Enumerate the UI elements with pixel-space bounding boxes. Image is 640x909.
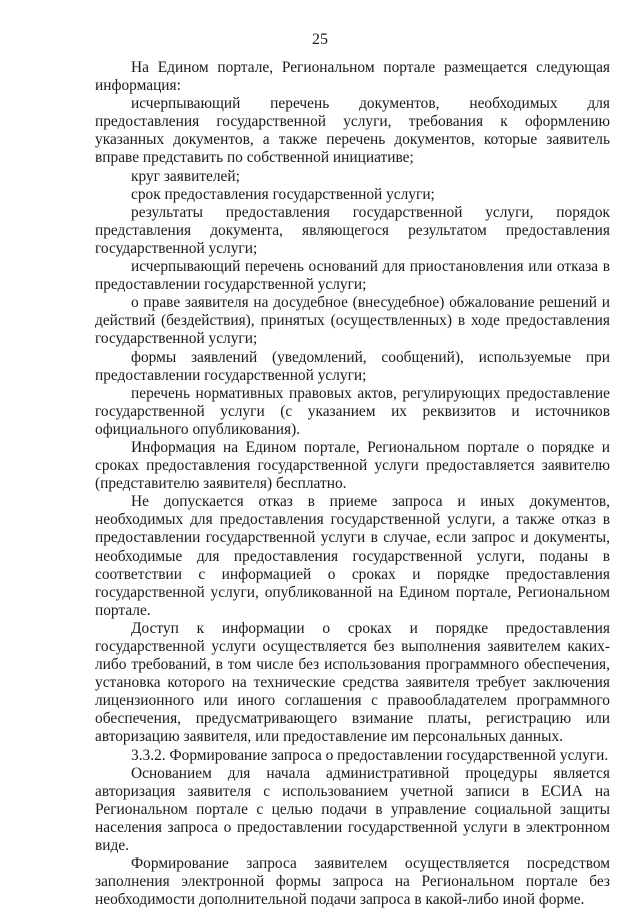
paragraph: Формирование запроса заявителем осуществляется посредством заполнения электронной формы запроса на Региональном портале без необходимости дополнительной подачи запроса в какой-либо иной форме. (95, 855, 610, 909)
paragraph: результаты предоставления государственной услуги, порядок представления документа, являющегося результатом предоставления государственной услуги; (95, 203, 610, 257)
paragraph: На Едином портале, Региональном портале размещается следующая информация: (95, 59, 610, 95)
paragraph: круг заявителей; (131, 167, 240, 185)
paragraph: Информация на Едином портале, Региональном портале о порядке и сроках предоставления государственной услуги предоставляется заявителю (представителю заявителя) бесплатно. (95, 438, 610, 493)
paragraph: срок предоставления государственной услуги; (131, 185, 435, 203)
page-number: 25 (312, 31, 328, 48)
paragraph: формы заявлений (уведомлений, сообщений), используемые при предоставлении государственной услуги; (95, 348, 610, 384)
paragraph: о праве заявителя на досудебное (внесудебное) обжалование решений и действий (бездействия), принятых (осуществленных) в ходе предоставления государственной услуги; (95, 294, 610, 348)
section-heading: 3.3.2. Формирование запроса о предоставлении государственной услуги. (131, 746, 609, 764)
paragraph: Доступ к информации о сроках и порядке предоставления государственной услуги осуществляется без выполнения заявителем каких-либо требований, в том числе без использования программного обеспечения, установка которого на технические средства заявителя требует заключения лицензионного или иного соглашения с правообладателем программного обеспечения, предусматривающего взимание платы, регистрацию или авторизацию заявителя, или предоставление им персональных данных. (95, 619, 610, 746)
paragraph: Не допускается отказ в приеме запроса и иных документов, необходимых для предоставления государственной услуги, а также отказ в предоставлении государственной услуги в случае, если запрос и документы, необходимые для предоставления государственной услуги, поданы в соответствии с информацией о сроках и порядке предоставления государственной услуги, опубликованной на Едином портале, Региональном портале. (95, 493, 610, 619)
paragraph: Основанием для начала административной процедуры является авторизация заявителя с использованием учетной записи в ЕСИА на Региональном портале с целью подачи в управление социальной защиты населения запроса о предоставлении государственной услуги в электронном виде. (95, 764, 610, 855)
paragraph: перечень нормативных правовых актов, регулирующих предоставление государственной услуги (с указанием их реквизитов и источников официального опубликования). (95, 384, 610, 438)
paragraph: исчерпывающий перечень оснований для приостановления или отказа в предоставлении государственной услуги; (95, 258, 610, 294)
paragraph: исчерпывающий перечень документов, необходимых для предоставления государственной услуги, требования к оформлению указанных документов, а также перечень документов, которые заявитель вправе представить по собственной инициативе; (95, 95, 610, 167)
document-body (95, 59, 610, 909)
